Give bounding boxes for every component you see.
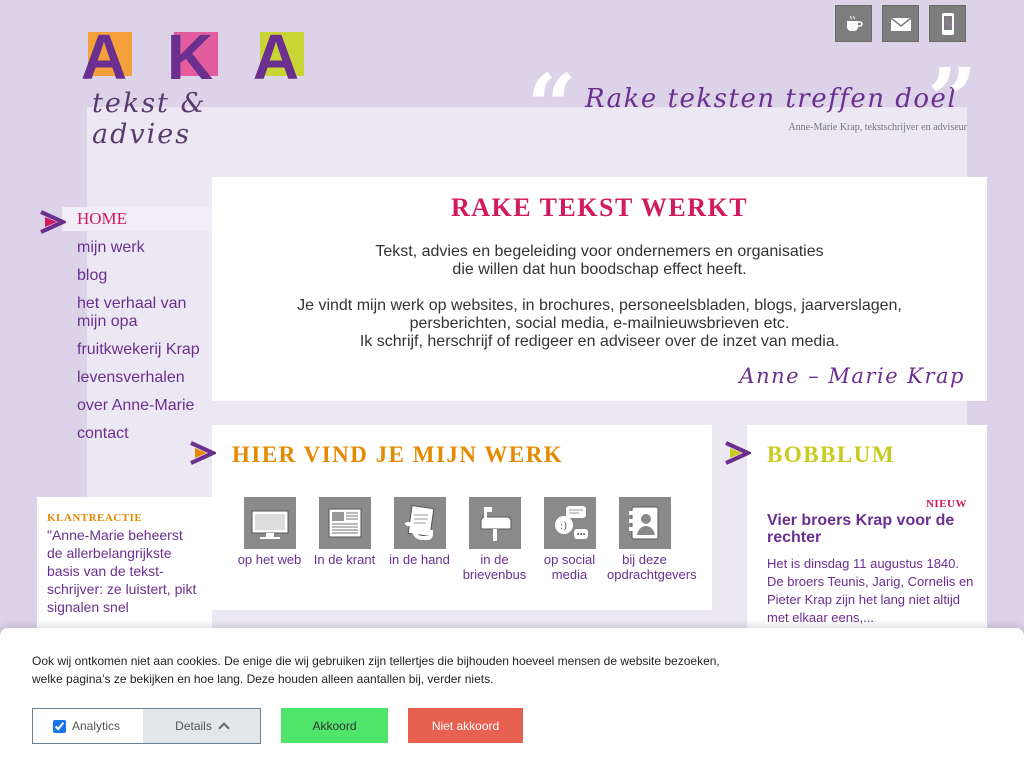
bobblum-title: BOBBLUM [767,442,896,467]
hero-intro: Tekst, advies en begeleiding voor ondernemers en organisaties die willen dat hun boodschap effect heeft. [375,243,824,278]
mail-icon[interactable] [882,5,919,42]
cookie-banner [0,628,1024,768]
nav-item-contact[interactable]: contact [77,425,129,442]
decline-button[interactable]: Niet akkoord [408,708,523,743]
logo[interactable] [76,18,316,150]
contact-icon [619,497,671,549]
nav-item-blog[interactable]: blog [77,267,108,284]
work-item-hand[interactable]: in de hand [382,497,457,582]
work-item-opdrachtgevers[interactable]: bij deze opdrachtgevers [607,497,682,582]
work-item-web[interactable]: op het web [232,497,307,582]
testimonial-text: "Anne-Marie beheerst de allerbelangrijkste basis van de tekst-schrijver: ze luistert, pikt signalen snel [47,527,197,615]
logo-letter-k: K [162,32,218,88]
bobblum-headline[interactable]: Vier broers Krap voor de rechter [767,512,955,546]
logo-tagline: tekst & advies [92,88,207,150]
cookie-settings [32,708,261,744]
arrow-icon [190,440,216,466]
tagline-text: Rake teksten treffen doel [585,84,958,114]
chat-icon [544,497,596,549]
mailbox-icon [469,497,521,549]
main-nav [40,207,212,453]
work-item-brievenbus[interactable]: in de brievenbus [457,497,532,582]
analytics-checkbox[interactable]: Analytics [33,709,143,743]
quote-open-icon: “ [527,56,577,157]
nav-item-fruitkwekerij[interactable]: fruitkwekerij Krap [77,341,200,358]
hand-icon [394,497,446,549]
hero-section [212,177,987,401]
work-title: HIER VIND JE MIJN WERK [232,442,564,467]
nav-item-over-anne-marie[interactable]: over Anne-Marie [77,397,195,414]
nav-item-home[interactable]: HOME [62,207,212,231]
hero-title: RAKE TEKST WERKT [450,193,749,222]
analytics-checkbox-input[interactable] [53,720,66,733]
work-item-krant[interactable]: In de krant [307,497,382,582]
accept-button[interactable]: Akkoord [281,708,388,743]
work-items [232,497,697,582]
bobblum-excerpt: Het is dinsdag 11 augustus 1840. De broers Teunis, Jarig, Cornelis en Pieter Krap zijn het lang niet altijd met elkaar eens,... [767,556,974,625]
svg-text::): :) [559,521,567,532]
new-badge: NIEUW [925,498,967,510]
coffee-icon[interactable] [835,5,872,42]
newspaper-icon [319,497,371,549]
hero-signature: Anne – Marie Krap [739,364,965,388]
details-toggle[interactable]: Details [143,709,260,743]
work-section [212,425,712,610]
monitor-icon [244,497,296,549]
nav-item-verhaal-opa[interactable]: het verhaal van mijn opa [77,295,187,330]
nav-item-mijn-werk[interactable]: mijn werk [77,239,145,256]
arrow-icon [40,209,66,235]
tagline-author: Anne-Marie Krap, tekstschrijver en adviseur [788,122,967,133]
chevron-up-icon [218,722,229,733]
logo-letter-a: A [76,32,132,88]
testimonial [37,497,212,647]
logo-letter-a-2: A [248,32,304,88]
bobblum-section [747,425,987,635]
contact-icons [835,5,966,42]
testimonial-title: KLANTREACTIE [47,512,143,524]
hero-body: Je vindt mijn werk op websites, in brochures, personeelsbladen, blogs, jaarverslagen, persberichten, social media, e-mailnieuwsbrieven etc. Ik schrijf, herschrijf of redigeer en adviseer over de inzet van media. [297,297,902,350]
phone-icon[interactable] [929,5,966,42]
work-item-social[interactable]: :) op social media [532,497,607,582]
cookie-text: Ook wij ontkomen niet aan cookies. De enige die wij gebruiken zijn tellertjes die bijhouden hoeveel mensen de website bezoeken, welke pagina’s ze bekijken en hoe lang. Deze houden alleen aantallen bij, verder niets. [32,654,720,686]
arrow-icon [725,440,751,466]
nav-item-levensverhalen[interactable]: levensverhalen [77,369,185,386]
quote-close-icon: ” [927,50,977,151]
site-tagline [527,50,977,157]
